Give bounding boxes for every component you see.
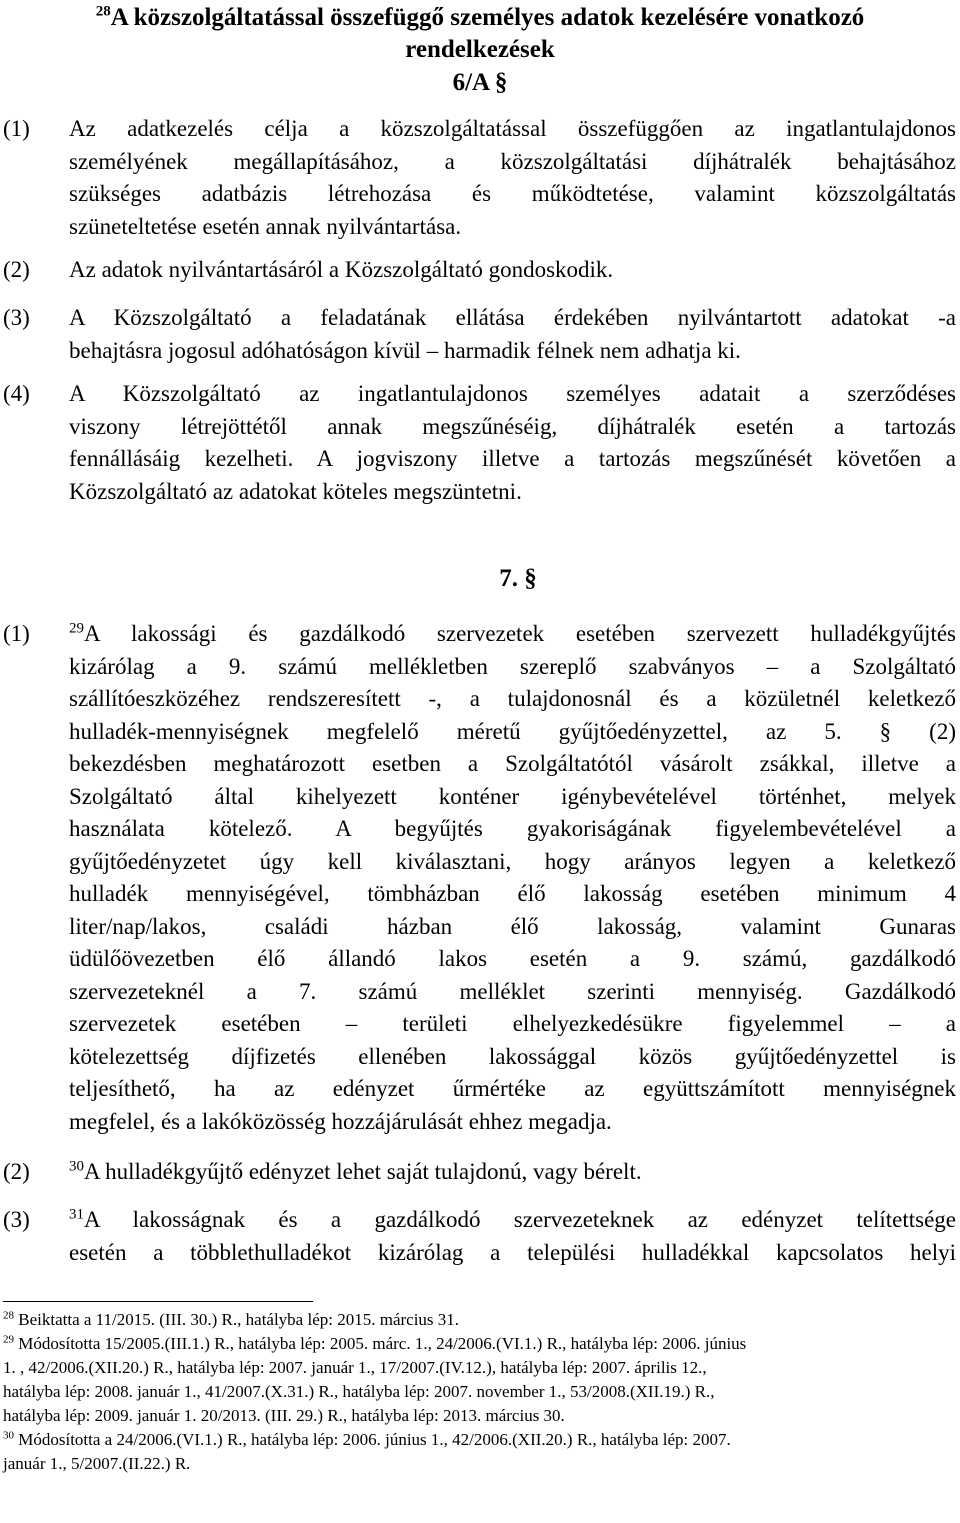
paragraph-line: szervezeteknél a 7. számú melléklet szerinti mennyiség. Gazdálkodó [69,978,956,1004]
paragraph-line: teljesíthető, ha az edényzet űrmértéke az együttszámított mennyiségnek [69,1076,956,1101]
paragraph-line: szervezetek esetében – területi elhelyezkedésükre figyelemmel – a [69,1011,956,1036]
paragraph-line: A Közszolgáltató az ingatlantulajdonos személyes adatait a szerződéses [69,381,956,406]
paragraph-line: liter/nap/lakos, családi házban élő lakosság, valamint Gunaras [69,913,956,939]
paragraph-line: üdülőövezetben élő állandó lakos esetén a 9. számú, gazdálkodó [69,946,956,971]
paragraph-line: szüneteltetése esetén annak nyilvántartása. [69,213,462,239]
paragraph-number: (4) [3,381,30,406]
paragraph-number: (3) [3,1207,30,1232]
paragraph-number: (3) [3,305,30,330]
paragraph-line: megfelel, és a lakóközösség hozzájárulását ehhez megadja. [69,1108,612,1134]
paragraph-line: kizárólag a 9. számú mellékletben szereplő szabványos – a Szolgáltató [69,653,956,679]
section-number-7: 7. § [499,565,537,592]
footnote-ref-30[interactable]: 30 [69,1158,84,1175]
footnotes [3,1308,956,1476]
paragraph-line: bekezdésben meghatározott esetben a Szolgáltatótól vásárolt zsákkal, illetve a [69,751,956,776]
footnote-30: $^{30}$ Módosította a 24/2006.(VI.1.) R., hatályba lép: 2006. június 1., 42/2006.(XII.20.) R., hatályba lép: 2007. [3,1429,731,1449]
paragraph-line: A Közszolgáltató a feladatának ellátása érdekében nyilvántartott adatokat -a [69,305,956,330]
paragraph-line: szükséges adatbázis létrehozása és működtetése, valamint közszolgáltatás [69,181,956,206]
footnote-ref-31[interactable]: 31 [69,1206,84,1223]
paragraph-line: gyűjtőedényzetet úgy kell kiválasztani, hogy arányos legyen a keletkező [69,848,956,874]
footnote-line: hatályba lép: 2009. január 1. 20/2013. (III. 29.) R., hatályba lép: 2013. március 30. [3,1406,565,1425]
paragraph-line: használata kötelező. A begyűjtés gyakoriságának figyelembevételével a [69,816,956,841]
section-number-6a: 6/A § [452,69,508,96]
paragraph-line: Az adatok nyilvántartásáról a Közszolgáltató gondoskodik. [69,257,614,282]
paragraph-line: $^{29}$A lakossági és gazdálkodó szervezetek esetében szervezett hulladékgyűjtés [69,620,956,646]
section-heading-line-1 [0,2,960,34]
paragraph-line: hulladék mennyiségével, tömbházban élő lakosság esetében minimum 4 [69,881,956,906]
heading-text-1: A közszolgáltatással összefüggő személyes adatok kezelésére vonatkozó [110,4,865,31]
footnote-marker: 28 [3,1309,14,1322]
paragraph-line: viszony létrejöttétől annak megszűnéséig, díjhátralék esetén a tartozás [69,413,956,439]
paragraph-line: esetén a többlethulladékot kizárólag a települési hulladékkal kapcsolatos helyi [69,1239,956,1265]
footnote-ref-29[interactable]: 29 [69,620,84,637]
paragraph-number: (1) [3,116,30,141]
footnote-line: január 1., 5/2007.(II.22.) R. [3,1454,191,1473]
footnote-marker: 30 [3,1429,14,1442]
paragraph-line: kötelezettség díjfizetés ellenében lakossággal közös gyűjtőedényzettel is [69,1043,956,1069]
paragraph-line: szállítóeszközéhez rendszeresített -, a tulajdonosnál és a közületnél keletkező [69,686,956,711]
section-heading-line-2: rendelkezések [405,36,555,63]
paragraph-line: hulladék-mennyiségnek megfelelő méretű gyűjtőedényzettel, az 5. § (2) [69,718,956,744]
paragraph-line: fennállásáig kezelheti. A jogviszony illetve a tartozás megszűnését követően a [69,446,956,471]
footnote-ref-28[interactable]: 28 [95,3,111,20]
paragraph-line: behajtásra jogosul adóhatóságon kívül – harmadik félnek nem adhatja ki. [69,337,741,363]
footnote-28: $^{28}$ Beiktatta a 11/2015. (III. 30.) R., hatályba lép: 2015. március 31. [3,1309,460,1329]
paragraph-number: (2) [3,1159,30,1184]
footnote-line: 1. , 42/2006.(XII.20.) R., hatályba lép: 2007. január 1., 17/2007.(IV.12.), hatályba lép: 2007. április 12., [3,1358,707,1377]
paragraph-line: Közszolgáltató az adatokat köteles megszüntetni. [69,478,522,504]
footnote-separator [3,1301,313,1302]
footnote-line: hatályba lép: 2008. január 1., 41/2007.(X.31.) R., hatályba lép: 2007. november 1., 53/2008.(XII.19.) R., [3,1382,715,1401]
footnote-29: $^{29}$ Módosította 15/2005.(III.1.) R., hatályba lép: 2005. márc. 1., 24/2006.(VI.1.) R., hatályba lép: 2006. június [3,1333,747,1353]
footnote-marker: 29 [3,1333,14,1346]
paragraph-line: Szolgáltató által kihelyezett konténer igénybevételével történhet, melyek [69,783,956,809]
paragraph-line: Az adatkezelés célja a közszolgáltatással összefüggően az ingatlantulajdonos [69,116,956,141]
paragraph-line: személyének megállapításához, a közszolgáltatási díjhátralék behajtásához [69,148,956,174]
paragraph-number: (1) [3,621,30,646]
paragraph-line: $^{31}$A lakosságnak és a gazdálkodó szervezeteknek az edényzet telítettsége [69,1206,956,1232]
paragraph-number: (2) [3,257,30,282]
paragraph-line: $^{30}$A hulladékgyűjtő edényzet lehet saját tulajdonú, vagy bérelt. [69,1158,642,1184]
